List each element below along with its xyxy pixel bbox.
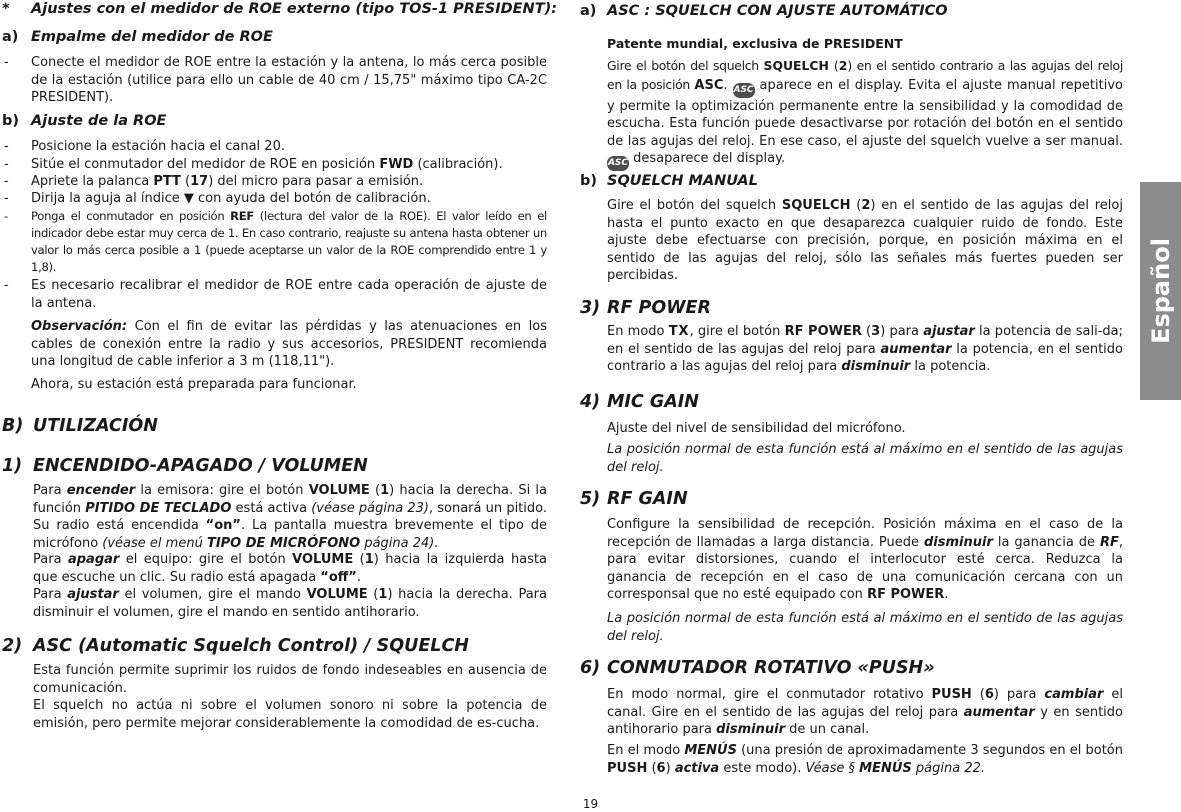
heading-asc-auto: ASC : SQUELCH CON AJUSTE AUTOMÁTICO	[607, 3, 948, 19]
section-5-marker: 5)	[580, 489, 601, 509]
paragraph-rf-power: En modo TX, gire el botón RF POWER (3) para ajustar la potencia de sali-da; en el sentido de las agujas del reloj para aumentar la potencia, en el sentido contrario a las agujas del reloj para disminuir la potencia.	[607, 324, 1123, 374]
heading-roe-external: Ajustes con el medidor de ROE externo (tipo TOS-1 PRESIDENT):	[31, 1, 558, 17]
heading-rf-power: RF POWER	[607, 298, 711, 318]
section-4-marker: 4)	[580, 392, 601, 412]
language-tab-label: Español	[1146, 238, 1175, 344]
section-3-marker: 3)	[580, 298, 601, 318]
paragraph-asc-detail: El squelch no actúa ni sobre el volumen sonoro ni sobre la potencia de emisión, pero permite mejorar considerablemente la comodidad de es-cucha.	[33, 698, 547, 731]
note-mic-gain: La posición normal de esta función está al máximo en el sentido de las agujas del reloj.	[607, 442, 1123, 475]
note-rf-gain: La posición normal de esta función está al máximo en el sentido de las agujas del reloj.	[607, 611, 1123, 644]
section-b-marker: b)	[580, 173, 598, 189]
list-item: - Dirija la aguja al índice ▼ con ayuda del botón de calibración.	[4, 191, 431, 206]
patent-note: Patente mundial, exclusiva de PRESIDENT	[607, 36, 903, 51]
paragraph-rf-gain: Configure la sensibilidad de recepción. Posición máxima en el caso de la recepción de llamadas a larga distancia. Puede disminuir la ganancia de RF, para evitar distorsiones, cuando el interlocutor esté cerca. Reduzca la ganancia de recepción en el caso de una comunicación cercana con un corresponsal que no esté equipado con RF POWER.	[607, 517, 1123, 602]
roe-asterisk: *	[2, 1, 10, 17]
list-item-text: Conecte el medidor de ROE entre la estación y la antena, lo más cerca posible de la estación (utilice para ello un cable de 40 cm / 15,75" máximo tipo CA-2C PRESIDENT).	[31, 55, 547, 105]
paragraph-encender: Para encender la emisora: gire el botón VOLUME (1) hacia la derecha. Si la función PITIDO DE TECLADO está activa (véase página 23), sonará un pitido. Su radio está encendida “on”. La pantalla muestra brevemente el tipo de micrófono (véase el menú TIPO DE MICRÓFONO página 24).	[33, 483, 547, 551]
list-item: - Es necesario recalibrar el medidor de ROE entre cada operación de ajuste de la antena.	[4, 278, 547, 311]
list-item-text: Es necesario recalibrar el medidor de ROE entre cada operación de ajuste de la antena.	[31, 278, 547, 311]
tx-icon: TX	[668, 324, 690, 339]
section-B-marker: B)	[2, 416, 24, 436]
paragraph-menus: En el modo MENÚS (una presión de aproximadamente 3 segundos en el botón PUSH (6) activa este modo). Véase § MENÚS página 22.	[607, 743, 1123, 776]
list-item-text: Dirija la aguja al índice ▼ con ayuda del botón de calibración.	[31, 191, 431, 206]
heading-utilizacion: UTILIZACIÓN	[33, 416, 158, 436]
paragraph-squelch-manual: Gire el botón del squelch SQUELCH (2) en el sentido de las agujas del reloj hasta el punto exacto en que desaparezca cualquier ruido de fondo. Este ajuste debe efectuarse con precisión, porque, en posición máxima en el sentido de las agujas del reloj, sólo las señales más fuertes pueden ser percibidas.	[607, 198, 1123, 283]
paragraph-asc-auto: Gire el botón del squelch SQUELCH (2) en el sentido contrario a las agujas del reloj en la posición ASC. ASC aparece en el display. Evita el ajuste manual repetitivo y permite la optimización permanente entre la sensibilidad y la comodidad de escucha. Esta función puede desactivarse por rotación del botón en el sentido de las agujas del reloj. En ese caso, el ajuste del squelch vuelve a ser manual. ASC desaparece del display.	[607, 57, 1123, 171]
paragraph-ajustar-volumen: Para ajustar el volumen, gire el mando VOLUME (1) hacia la derecha. Para disminuir el volumen, gire el mando en sentido antihorario.	[33, 587, 547, 620]
heading-empalme: Empalme del medidor de ROE	[31, 29, 273, 45]
section-a-marker: a)	[580, 3, 597, 19]
list-item: - Apriete la palanca PTT (17) del micro para pasar a emisión.	[4, 174, 424, 189]
observation-note: Observación: Con el fin de evitar las pérdidas y las atenuaciones en los cables de conexión entre la radio y sus accesorios, PRESIDENT recomienda una longitud de cable inferior a 3 m (118,11").	[31, 319, 547, 369]
section-2-marker: 2)	[2, 636, 23, 656]
heading-mic-gain: MIC GAIN	[607, 392, 699, 412]
asc-icon: ASC	[733, 83, 755, 98]
list-item: - Sitúe el conmutador del medidor de ROE en posición FWD (calibración).	[4, 157, 503, 172]
section-a-marker: a)	[2, 29, 19, 45]
heading-conmutador-push: CONMUTADOR ROTATIVO «PUSH»	[607, 658, 935, 678]
list-item: - Ponga el conmutador en posición REF (lectura del valor de la ROE). El valor leído en el indicador debe estar muy cerca de 1. En caso contrario, reajuste su antena hasta obtener un valor lo más cerca posible a 1 (puede aceptarse un valor de la ROE comprendido entre 1 y 1,8).	[4, 209, 547, 274]
ready-text: Ahora, su estación está preparada para funcionar.	[31, 377, 357, 392]
heading-ajuste-roe: Ajuste de la ROE	[31, 113, 167, 129]
section-6-marker: 6)	[580, 658, 601, 678]
asc-icon: ASC	[607, 156, 629, 171]
list-item-text: Posicione la estación hacia el canal 20.	[31, 139, 285, 154]
paragraph-asc-intro: Esta función permite suprimir los ruidos de fondo indeseables en ausencia de comunicación.	[33, 663, 547, 696]
section-1-marker: 1)	[2, 456, 23, 476]
heading-rf-gain: RF GAIN	[607, 489, 688, 509]
page-number: 19	[582, 797, 599, 811]
heading-encendido: ENCENDIDO-APAGADO / VOLUMEN	[33, 456, 368, 476]
list-item: - Conecte el medidor de ROE entre la estación y la antena, lo más cerca posible de la estación (utilice para ello un cable de 40 cm / 15,75" máximo tipo CA-2C PRESIDENT).	[4, 55, 547, 105]
section-b-marker: b)	[2, 113, 20, 129]
paragraph-mic-gain: Ajuste del nivel de sensibilidad del micrófono.	[607, 421, 906, 436]
paragraph-apagar: Para apagar el equipo: gire el botón VOLUME (1) hacia la izquierda hasta que escuche un clic. Su radio está apagada “off”.	[33, 552, 547, 585]
language-tab	[1140, 182, 1181, 400]
heading-squelch-manual: SQUELCH MANUAL	[607, 173, 758, 189]
list-item: - Posicione la estación hacia el canal 20.	[4, 139, 285, 154]
paragraph-push: En modo normal, gire el conmutador rotativo PUSH (6) para cambiar el canal. Gire en el sentido de las agujas del reloj para aumentar y en sentido antihorario para disminuir de un canal.	[607, 687, 1123, 737]
heading-asc-squelch: ASC (Automatic Squelch Control) / SQUELCH	[33, 636, 469, 656]
